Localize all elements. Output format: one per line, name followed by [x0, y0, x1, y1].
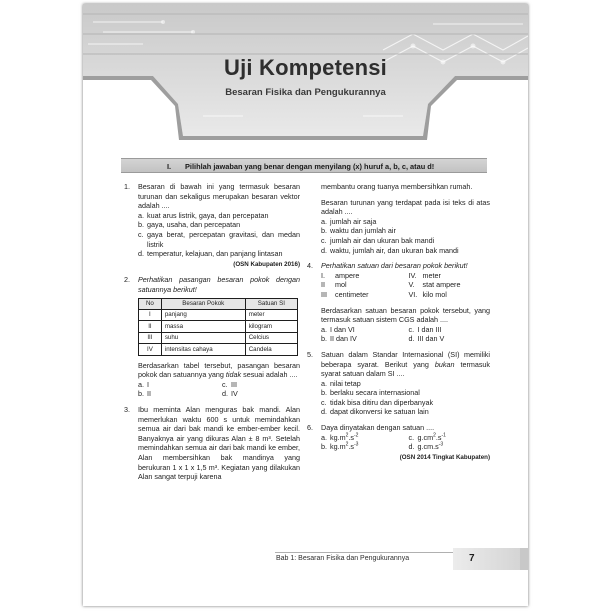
option-text: I dan III [417, 324, 442, 334]
answer-option[interactable] [138, 230, 300, 249]
book-page [83, 4, 528, 606]
option-text: kuat arus listrik, gaya, dan percepatan [147, 210, 269, 220]
answer-option[interactable] [321, 217, 490, 227]
page-title: Uji Kompetensi [224, 55, 387, 80]
table-cell: kilogram [245, 321, 297, 332]
option-text: III dan V [417, 334, 445, 344]
option-text: jumlah air saja [330, 216, 377, 226]
unit-mid: .s [435, 432, 442, 442]
option-letter: b. [321, 388, 327, 398]
question-stem: Besaran turunan yang terdapat pada isi teks di atas adalah .... [321, 197, 490, 217]
answer-option[interactable] [138, 380, 216, 390]
footer-tab [520, 548, 528, 570]
answer-option[interactable] [409, 442, 491, 452]
option-text: I [147, 379, 149, 389]
answer-option[interactable] [222, 389, 300, 399]
question-source: (OSN Kabupaten 2016) [233, 260, 300, 268]
item-numeral: II [321, 280, 325, 290]
units-table [138, 298, 298, 356]
answer-option[interactable] [321, 388, 490, 398]
option-text: waktu dan jumlah air [330, 226, 396, 236]
question-number: 4. [307, 261, 313, 271]
table-cell: meter [245, 309, 297, 320]
option-letter: b. [138, 220, 144, 230]
question-number: 3. [124, 404, 130, 414]
unit-exponent: -3 [438, 441, 444, 448]
option-text: berlaku secara internasional [330, 388, 420, 398]
option-letter: c. [321, 235, 327, 245]
option-letter: d. [138, 249, 144, 259]
section-instruction-bar [121, 158, 487, 173]
question-stem: Berdasarkan satuan besaran pokok tersebut, yang termasuk satuan sistem CGS adalah .... [321, 305, 490, 325]
answer-option[interactable] [138, 211, 300, 221]
unit-item [409, 280, 491, 290]
stem-text: sesuai adalah .... [243, 370, 298, 380]
option-letter: b. [321, 442, 327, 452]
table-header-cell: Satuan SI [245, 298, 297, 309]
question-6 [307, 423, 490, 462]
item-text: meter [422, 270, 441, 280]
question-3-continued [307, 182, 490, 255]
table-cell: panjang [161, 309, 245, 320]
unit-exponent: -1 [441, 432, 446, 439]
question-number: 1. [124, 182, 130, 191]
page-number-box [453, 548, 528, 570]
question-stem [138, 361, 300, 380]
table-header-cell: Besaran Pokok [161, 298, 245, 309]
stem-text: termasuk syarat satuan dalam SI .... [321, 359, 491, 379]
item-numeral: VI. [408, 289, 418, 299]
unit-item [409, 271, 491, 281]
option-text: tidak bisa ditiru dan diperbanyak [330, 397, 434, 407]
option-text: jumlah air dan ukuran bak mandi [330, 235, 435, 245]
page-subtitle: Besaran Fisika dan Pengukurannya [225, 87, 386, 98]
stem-text: Satuan dalam Standar Internasional (SI) memiliki beberapa syarat. Berikut yang [321, 349, 490, 369]
item-numeral: V. [408, 280, 415, 290]
item-numeral: III [321, 289, 327, 299]
unit-item [321, 290, 403, 300]
footer-chapter: Bab 1: Besaran Fisika dan Pengukurannya [276, 555, 410, 562]
table-header-row [139, 298, 298, 309]
section-number: I. [167, 162, 172, 171]
question-4 [307, 261, 490, 344]
option-text: gaya berat, percepatan gravitasi, dan medan listrik [147, 229, 300, 249]
answer-option[interactable] [409, 433, 491, 443]
option-letter: b. [321, 334, 327, 344]
unit-base: kg.m [330, 432, 346, 442]
question-5 [307, 350, 490, 417]
item-numeral: I. [321, 270, 325, 280]
answer-option[interactable] [321, 407, 490, 417]
option-text: IV [231, 389, 238, 399]
answer-option[interactable] [409, 325, 491, 335]
option-text: gaya, usaha, dan percepatan [147, 220, 241, 230]
table-cell: intensitas cahaya [161, 344, 245, 355]
question-number: 2. [124, 275, 130, 285]
question-source: (OSN 2014 Tingkat Kabupaten) [399, 453, 490, 461]
option-letter: c. [408, 324, 415, 334]
unit-exponent: 2 [433, 432, 436, 439]
question-text: Perhatikan pasangan besaran pokok dengan satuannya berikut! [138, 275, 300, 294]
option-text: II dan IV [330, 334, 357, 344]
question-text: Ibu meminta Alan menguras bak mandi. Alan memerlukan waktu 600 s untuk memindahkan semua air dari bak mandi ke ember-ember kecil. Banyaknya air yang dikuras Alan ± 8 m³. Setelah memindahkan semua air dari bak mandi ke ember, Alan membersihkan bak mandinya yang berukuran 1 x 1 x 1,5 m³. Kegiatan yang dilakukan Alan sangat terpuji karena [138, 404, 300, 482]
item-text: centimeter [335, 289, 369, 299]
option-text: waktu, jumlah air, dan ukuran bak mandi [330, 245, 459, 255]
unit-exponent: 2 [345, 432, 349, 439]
item-text: stat ampere [422, 280, 461, 290]
table-cell: Celcius [245, 332, 297, 343]
option-letter: c. [408, 432, 415, 442]
unit-list [321, 271, 490, 300]
page-header [83, 4, 528, 154]
option-letter: a. [321, 324, 327, 334]
table-row [139, 321, 298, 332]
table-row [139, 332, 298, 343]
answer-option[interactable] [321, 334, 403, 344]
option-text: temperatur, kelajuan, dan panjang lintasan [147, 249, 283, 259]
option-text: II [147, 389, 151, 399]
question-2 [124, 275, 300, 399]
option-letter: b. [321, 226, 327, 236]
stem-emphasis: tidak [225, 370, 242, 380]
table-cell: II [139, 321, 162, 332]
unit-mid: .s [348, 442, 354, 452]
option-text: dapat dikonversi ke satuan lain [330, 407, 429, 417]
table-cell: suhu [161, 332, 245, 343]
answer-option[interactable] [222, 380, 300, 390]
unit-exponent: -2 [353, 432, 359, 439]
answer-options [138, 380, 300, 399]
stem-text: Berdasarkan tabel tersebut, pasangan besaran pokok dan satuannya yang [138, 360, 300, 380]
page-number: 7 [469, 553, 475, 564]
answer-options [321, 433, 490, 452]
table-cell: I [139, 309, 162, 320]
option-letter: d. [408, 442, 415, 452]
option-letter: a. [321, 216, 327, 226]
right-column [307, 182, 490, 468]
option-letter: b. [138, 389, 144, 399]
answer-options [321, 325, 490, 344]
question-1 [124, 182, 300, 269]
table-cell: IV [139, 344, 162, 355]
option-letter: c. [138, 229, 144, 239]
question-number: 5. [307, 349, 313, 359]
answer-option[interactable] [138, 249, 300, 259]
unit-item [321, 280, 403, 290]
option-text: nilai tetap [330, 378, 361, 388]
answer-option[interactable] [321, 442, 403, 452]
answer-option[interactable] [321, 246, 490, 256]
left-column [124, 182, 300, 488]
unit-mid: .s [348, 432, 354, 442]
answer-option[interactable] [321, 325, 403, 335]
option-letter: d. [321, 407, 327, 417]
unit-item [321, 271, 403, 281]
table-cell: massa [161, 321, 245, 332]
answer-option[interactable] [321, 398, 490, 408]
unit-base: g.cm.s [417, 442, 439, 452]
section-instruction: Pilihlah jawaban yang benar dengan menyilang (x) huruf a, b, c, atau d! [185, 162, 435, 171]
table-row [139, 309, 298, 320]
table-header-cell: No [139, 298, 162, 309]
item-numeral: IV. [408, 270, 417, 280]
answer-option[interactable] [321, 379, 490, 389]
table-cell: III [139, 332, 162, 343]
answer-option[interactable] [321, 433, 403, 443]
question-text-continued: membantu orang tuanya membersihkan rumah. [321, 182, 473, 191]
answer-option[interactable] [321, 226, 490, 236]
option-letter: d. [222, 389, 228, 399]
question-3 [124, 405, 300, 482]
option-letter: a. [138, 379, 144, 389]
question-text: Perhatikan satuan dari besaran pokok berikut! [321, 261, 468, 271]
question-text [321, 350, 490, 379]
answer-option[interactable] [138, 220, 300, 230]
unit-exponent: -3 [353, 441, 359, 448]
option-text: I dan VI [330, 324, 355, 334]
answer-option[interactable] [321, 236, 490, 246]
unit-item [409, 290, 491, 300]
item-text: ampere [335, 270, 360, 280]
question-text: Daya dinyatakan dengan satuan .... [321, 423, 435, 433]
stem-emphasis: bukan [434, 359, 455, 369]
option-letter: a. [138, 210, 144, 220]
option-letter: c. [222, 379, 228, 389]
option-letter: a. [321, 432, 327, 442]
item-text: kilo mol [422, 289, 447, 299]
unit-base: g.cm [417, 432, 434, 442]
question-text: Besaran di bawah ini yang termasuk besaran turunan dan sekaligus merupakan besaran vektor adalah .... [138, 182, 300, 211]
option-letter: d. [321, 245, 327, 255]
question-number: 6. [307, 423, 313, 433]
option-letter: d. [408, 334, 415, 344]
unit-exponent: 2 [345, 441, 349, 448]
table-row [139, 344, 298, 355]
item-text: mol [335, 280, 347, 290]
answer-option[interactable] [138, 389, 216, 399]
table-cell: Candela [245, 344, 297, 355]
option-letter: a. [321, 378, 327, 388]
unit-base: kg.m [330, 442, 346, 452]
option-letter: c. [321, 397, 327, 407]
option-text: III [231, 379, 237, 389]
answer-option[interactable] [409, 334, 491, 344]
